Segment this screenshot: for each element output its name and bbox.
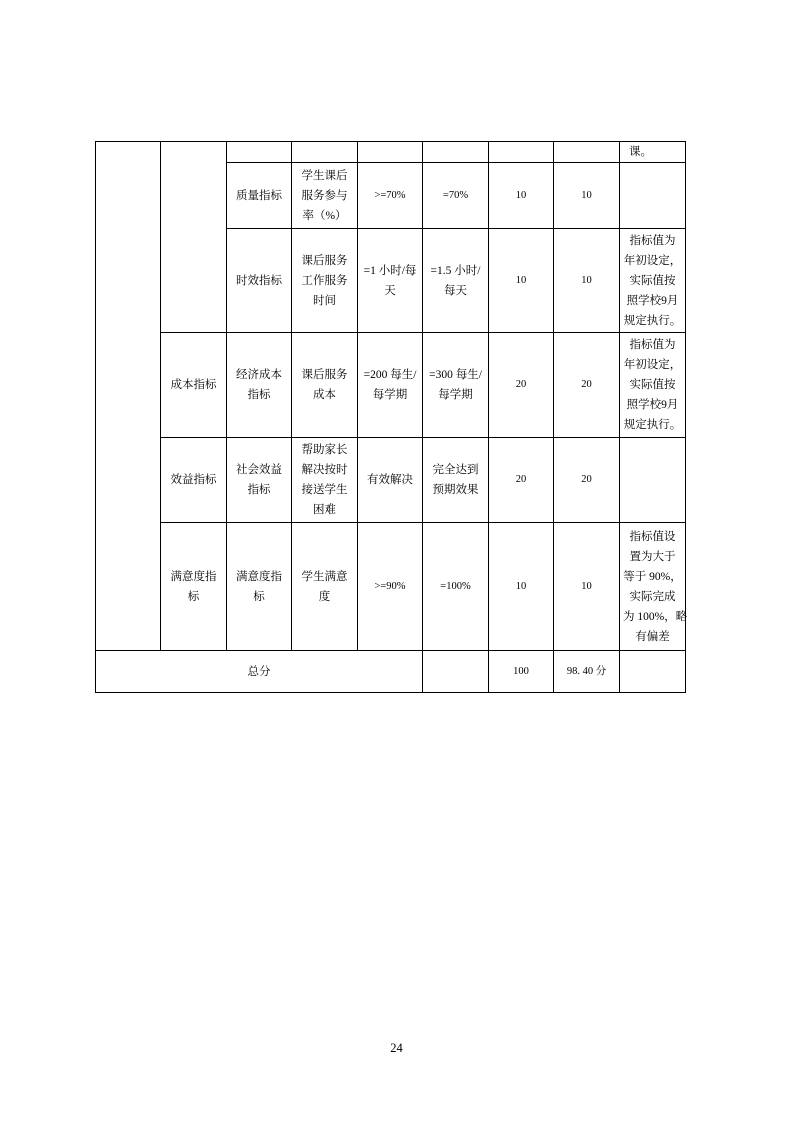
target-value-cell: =1 小时/每 天 xyxy=(358,229,423,333)
actual-value-cell: =70% xyxy=(423,163,489,229)
score-cell: 20 xyxy=(554,333,620,438)
remark-cell xyxy=(620,438,686,523)
target-value-cell: =200 每生/ 每学期 xyxy=(358,333,423,438)
weight-cell: 20 xyxy=(489,438,554,523)
target-value-cell: 有效解决 xyxy=(358,438,423,523)
table-row xyxy=(96,438,686,523)
secondary-indicator-cell: 社会效益 指标 xyxy=(227,438,292,523)
target-value-cell: >=70% xyxy=(358,163,423,229)
secondary-indicator-cell: 质量指标 xyxy=(227,163,292,229)
remark-cell xyxy=(620,163,686,229)
actual-value-cell: =300 每生/ 每学期 xyxy=(423,333,489,438)
primary-indicator-cell: 成本指标 xyxy=(161,333,227,438)
total-label-cell: 总分 xyxy=(96,651,423,693)
score-cell: 10 xyxy=(554,523,620,651)
weight-cell: 10 xyxy=(489,229,554,333)
weight-cell: 10 xyxy=(489,163,554,229)
indicator-name-cell: 课后服务 成本 xyxy=(292,333,358,438)
total-score-cell: 98. 40 分 xyxy=(554,651,620,693)
table-row xyxy=(96,142,686,163)
secondary-indicator-cell: 经济成本 指标 xyxy=(227,333,292,438)
remark-cell: 指标值设 置为大于 等于 90%， 实际完成 为 100%，略 有偏差 xyxy=(620,523,686,651)
empty-merged-cell xyxy=(161,142,227,333)
page-number: 24 xyxy=(390,1041,403,1055)
primary-indicator-cell: 满意度指 标 xyxy=(161,523,227,651)
remark-cell: 指标值为 年初设定， 实际值按 照学校9月 规定执行。 xyxy=(620,333,686,438)
empty-merged-cell xyxy=(96,142,161,651)
empty-cell xyxy=(489,142,554,163)
table-row xyxy=(96,523,686,651)
score-cell: 10 xyxy=(554,229,620,333)
score-cell: 20 xyxy=(554,438,620,523)
weight-cell: 20 xyxy=(489,333,554,438)
empty-cell xyxy=(423,142,489,163)
indicator-name-cell: 帮助家长 解决按时 接送学生 困难 xyxy=(292,438,358,523)
remark-cell: 指标值为 年初设定， 实际值按 照学校9月 规定执行。 xyxy=(620,229,686,333)
secondary-indicator-cell: 时效指标 xyxy=(227,229,292,333)
primary-indicator-cell: 效益指标 xyxy=(161,438,227,523)
performance-indicator-table xyxy=(95,141,686,693)
empty-cell xyxy=(292,142,358,163)
actual-value-cell: 完全达到 预期效果 xyxy=(423,438,489,523)
indicator-name-cell: 课后服务 工作服务 时间 xyxy=(292,229,358,333)
total-weight-cell: 100 xyxy=(489,651,554,693)
empty-cell xyxy=(423,651,489,693)
empty-cell xyxy=(554,142,620,163)
table-row xyxy=(96,333,686,438)
empty-cell xyxy=(227,142,292,163)
empty-cell xyxy=(620,651,686,693)
total-row xyxy=(96,651,686,693)
weight-cell: 10 xyxy=(489,523,554,651)
actual-value-cell: =1.5 小时/ 每天 xyxy=(423,229,489,333)
remark-cell: 课。 xyxy=(620,142,686,163)
actual-value-cell: =100% xyxy=(423,523,489,651)
empty-cell xyxy=(358,142,423,163)
indicator-name-cell: 学生满意 度 xyxy=(292,523,358,651)
indicator-name-cell: 学生课后 服务参与 率（%） xyxy=(292,163,358,229)
target-value-cell: >=90% xyxy=(358,523,423,651)
secondary-indicator-cell: 满意度指 标 xyxy=(227,523,292,651)
score-cell: 10 xyxy=(554,163,620,229)
